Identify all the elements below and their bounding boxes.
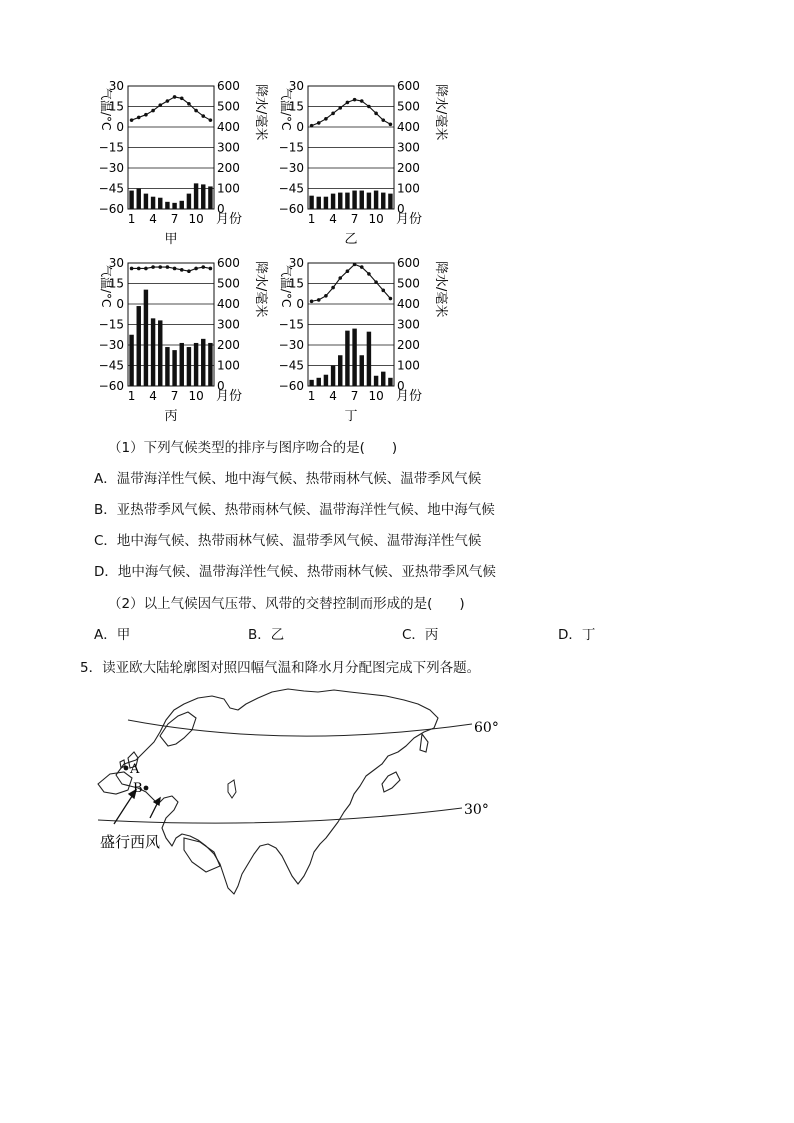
- temp-point: [389, 122, 393, 126]
- precip-bar: [165, 202, 169, 209]
- precip-tick-label: 0: [397, 379, 405, 393]
- question-2-option-b[interactable]: B．乙: [248, 627, 285, 643]
- question-5-stem: 5．读亚欧大陆轮廓图对照四幅气温和降水月分配图完成下列各题。: [80, 660, 481, 676]
- precip-tick-label: 300: [217, 140, 240, 155]
- precip-bar: [374, 191, 378, 209]
- temp-point: [194, 109, 198, 113]
- month-axis-title: 月份: [396, 212, 423, 227]
- temp-axis-title: 气温/°C: [279, 265, 293, 308]
- precip-bar: [208, 343, 212, 386]
- temp-point: [324, 117, 328, 121]
- precip-bar: [151, 197, 155, 209]
- temp-axis-title: 气温/°C: [279, 88, 293, 131]
- temp-point: [201, 265, 205, 269]
- precip-bar: [180, 343, 184, 386]
- precip-bar: [381, 193, 385, 209]
- temp-tick-label: −45: [278, 181, 304, 196]
- temp-point: [194, 267, 198, 271]
- month-tick-label: 10: [368, 212, 384, 226]
- month-tick-label: 7: [170, 389, 179, 403]
- caspian-sea-outline: [228, 780, 236, 798]
- temp-point: [346, 101, 350, 105]
- precip-tick-label: 100: [217, 358, 240, 373]
- temp-tick-label: 0: [296, 120, 304, 134]
- precip-bar: [338, 355, 342, 386]
- precip-bar: [381, 372, 385, 386]
- month-tick-label: 10: [188, 212, 204, 226]
- temp-point: [158, 103, 162, 107]
- temp-tick-label: 15: [108, 276, 124, 291]
- temp-tick-label: −60: [98, 202, 124, 216]
- temp-point: [353, 98, 357, 102]
- temp-point: [144, 113, 148, 117]
- precip-tick-label: 0: [217, 379, 225, 393]
- temp-point: [374, 112, 378, 116]
- precip-bar: [360, 191, 364, 209]
- point-a-label: A: [130, 762, 140, 777]
- climate-chart-yi: [272, 78, 452, 248]
- climate-chart-ding-svg: [272, 255, 452, 425]
- precip-bar: [187, 347, 191, 386]
- temp-axis-title: 气温/°C: [99, 88, 113, 131]
- climate-chart-ding: [272, 255, 452, 425]
- westerly-wind-label: 盛行西风: [100, 833, 161, 851]
- precip-axis-title: 降水/毫米: [253, 261, 268, 318]
- temp-point: [374, 280, 378, 284]
- climate-chart-yi-svg: [272, 78, 452, 248]
- eurasia-landmass: [116, 689, 438, 894]
- eurasia-map-svg: [88, 680, 508, 900]
- temp-point: [166, 99, 170, 103]
- precip-tick-label: 300: [397, 140, 420, 155]
- temp-point: [151, 109, 155, 113]
- temp-point: [173, 95, 177, 99]
- temp-point: [187, 269, 191, 273]
- precip-tick-label: 100: [217, 181, 240, 196]
- precip-tick-label: 400: [397, 120, 420, 134]
- precip-bar: [374, 376, 378, 386]
- temp-point: [158, 265, 162, 269]
- precip-bar: [144, 194, 148, 209]
- question-2-option-c[interactable]: C．丙: [402, 627, 439, 643]
- kamchatka-outline: [420, 734, 428, 752]
- question-2-stem: （2）以上气候因气压带、风带的交替控制而形成的是( ): [108, 596, 465, 612]
- precip-bar: [158, 198, 162, 209]
- temp-point: [338, 106, 342, 110]
- temp-tick-label: −15: [278, 317, 304, 332]
- climate-chart-bing-svg: [92, 255, 272, 425]
- point-a-marker: [124, 766, 129, 771]
- precip-tick-label: 300: [217, 317, 240, 332]
- temp-point: [317, 121, 321, 125]
- month-tick-label: 1: [307, 212, 316, 226]
- chart-caption: 乙: [344, 232, 358, 247]
- precip-bar: [194, 343, 198, 386]
- precip-bar: [352, 329, 356, 386]
- precip-bar: [137, 189, 141, 210]
- temp-point: [166, 265, 170, 269]
- precip-bar: [158, 320, 162, 386]
- precip-bar: [317, 378, 321, 386]
- month-tick-label: 1: [307, 389, 316, 403]
- point-b-label: B: [133, 781, 143, 796]
- question-1-option-d[interactable]: D．地中海气候、温带海洋性气候、热带雨林气候、亚热带季风气候: [94, 564, 496, 580]
- precip-bar: [187, 194, 191, 209]
- precip-tick-label: 100: [397, 181, 420, 196]
- precip-bar: [324, 197, 328, 209]
- precip-bar: [345, 193, 349, 209]
- month-tick-label: 4: [149, 389, 157, 403]
- precip-axis-title: 降水/毫米: [433, 261, 448, 318]
- temp-point: [130, 118, 134, 122]
- precip-bar: [367, 332, 371, 386]
- precip-bar: [201, 184, 205, 209]
- precip-bar: [208, 186, 212, 209]
- month-tick-label: 10: [368, 389, 384, 403]
- precip-tick-label: 300: [397, 317, 420, 332]
- chart-caption: 丙: [164, 409, 178, 424]
- month-tick-label: 1: [127, 389, 136, 403]
- latitude-30-label: 30°: [464, 802, 489, 818]
- question-2-option-d[interactable]: D．丁: [558, 627, 596, 643]
- question-1-option-b[interactable]: B．亚热带季风气候、热带雨林气候、温带海洋性气候、地中海气候: [94, 502, 495, 518]
- iberia-outline: [98, 772, 132, 794]
- precip-tick-label: 200: [397, 338, 420, 352]
- temp-point: [338, 276, 342, 280]
- month-axis-title: 月份: [216, 389, 243, 404]
- precip-tick-label: 100: [397, 358, 420, 373]
- temp-point: [381, 289, 385, 293]
- precip-tick-label: 400: [217, 120, 240, 134]
- precip-tick-label: 500: [397, 99, 420, 114]
- temp-point: [173, 267, 177, 271]
- temp-tick-label: 0: [296, 297, 304, 311]
- temp-line: [132, 267, 211, 271]
- temp-line: [132, 97, 211, 120]
- precip-bar: [331, 366, 335, 387]
- precip-bar: [324, 375, 328, 386]
- temp-point: [209, 118, 213, 122]
- precip-tick-label: 400: [217, 297, 240, 311]
- month-tick-label: 1: [127, 212, 136, 226]
- precip-bar: [309, 196, 313, 209]
- temp-tick-label: −45: [98, 358, 124, 373]
- temp-tick-label: −30: [98, 338, 124, 352]
- precip-tick-label: 600: [397, 256, 420, 270]
- question-1-option-a[interactable]: A．温带海洋性气候、地中海气候、热带雨林气候、温带季风气候: [94, 471, 482, 487]
- month-tick-label: 7: [170, 212, 179, 226]
- temp-point: [367, 272, 371, 276]
- temp-point: [310, 124, 314, 128]
- precip-bar: [388, 378, 392, 386]
- temp-tick-label: −45: [278, 358, 304, 373]
- month-tick-label: 4: [149, 212, 157, 226]
- precip-tick-label: 200: [217, 338, 240, 352]
- precip-axis-title: 降水/毫米: [253, 84, 268, 141]
- precip-bar: [151, 318, 155, 386]
- temp-point: [137, 116, 141, 120]
- climate-chart-jia-svg: [92, 78, 272, 248]
- month-tick-label: 7: [350, 212, 359, 226]
- temp-point: [180, 97, 184, 101]
- temp-tick-label: 15: [288, 99, 304, 114]
- question-2-option-a[interactable]: A．甲: [94, 627, 131, 643]
- temp-line: [312, 100, 391, 126]
- climate-chart-bing: [92, 255, 272, 425]
- precip-bar: [338, 193, 342, 209]
- point-b-marker: [144, 786, 149, 791]
- temp-tick-label: −15: [278, 140, 304, 155]
- temp-point: [187, 102, 191, 106]
- temp-tick-label: −30: [278, 338, 304, 352]
- month-axis-title: 月份: [216, 212, 243, 227]
- precip-tick-label: 400: [397, 297, 420, 311]
- precip-bar: [194, 183, 198, 209]
- temp-point: [331, 286, 335, 290]
- precip-bar: [388, 194, 392, 209]
- temp-tick-label: −30: [278, 161, 304, 175]
- precip-bar: [345, 331, 349, 386]
- temp-point: [201, 114, 205, 118]
- temp-tick-label: −15: [98, 317, 124, 332]
- temp-point: [353, 263, 357, 267]
- precip-bar: [367, 193, 371, 209]
- temp-point: [324, 294, 328, 298]
- precip-bar: [317, 197, 321, 209]
- precip-tick-label: 500: [217, 99, 240, 114]
- precip-bar: [172, 203, 176, 209]
- temp-point: [346, 269, 350, 273]
- month-tick-label: 4: [329, 389, 337, 403]
- temp-tick-label: −60: [278, 202, 304, 216]
- chart-caption: 甲: [164, 232, 178, 247]
- temp-point: [360, 265, 364, 269]
- temp-point: [317, 298, 321, 302]
- temp-axis-title: 气温/°C: [99, 265, 113, 308]
- temp-tick-label: 30: [108, 256, 124, 270]
- climate-chart-jia: [92, 78, 272, 248]
- temp-point: [389, 297, 393, 301]
- precip-tick-label: 0: [217, 202, 225, 216]
- precip-tick-label: 0: [397, 202, 405, 216]
- chart-caption: 丁: [344, 409, 358, 424]
- eurasia-outline-map: [88, 680, 508, 900]
- month-tick-label: 10: [188, 389, 204, 403]
- temp-tick-label: −15: [98, 140, 124, 155]
- precip-tick-label: 500: [217, 276, 240, 291]
- temp-point: [130, 267, 134, 271]
- precip-bar: [331, 194, 335, 209]
- temp-tick-label: 30: [108, 79, 124, 93]
- temp-point: [381, 118, 385, 122]
- temp-point: [209, 267, 213, 271]
- temp-point: [310, 299, 314, 303]
- precip-tick-label: 200: [217, 161, 240, 175]
- question-1-stem: （1）下列气候类型的排序与图序吻合的是( ): [108, 440, 398, 456]
- temp-tick-label: 30: [288, 79, 304, 93]
- temp-tick-label: −30: [98, 161, 124, 175]
- temp-point: [331, 112, 335, 116]
- temp-tick-label: −60: [278, 379, 304, 393]
- precip-bar: [180, 201, 184, 209]
- temp-line: [312, 264, 391, 301]
- precip-tick-label: 600: [217, 79, 240, 93]
- precip-bar: [172, 350, 176, 386]
- latitude-30-line: [98, 808, 462, 823]
- temp-point: [360, 99, 364, 103]
- precip-tick-label: 200: [397, 161, 420, 175]
- temp-tick-label: −60: [98, 379, 124, 393]
- latitude-60-label: 60°: [474, 720, 499, 736]
- precip-bar: [144, 290, 148, 386]
- temp-point: [137, 267, 141, 271]
- precip-bar: [165, 347, 169, 386]
- japan-outline: [382, 772, 400, 792]
- precip-bar: [129, 191, 133, 209]
- temp-tick-label: −45: [98, 181, 124, 196]
- precip-axis-title: 降水/毫米: [433, 84, 448, 141]
- precip-bar: [137, 306, 141, 386]
- temp-point: [151, 265, 155, 269]
- precip-bar: [309, 380, 313, 386]
- temp-tick-label: 30: [288, 256, 304, 270]
- temp-tick-label: 15: [288, 276, 304, 291]
- temp-tick-label: 0: [116, 297, 124, 311]
- precip-tick-label: 600: [397, 79, 420, 93]
- month-axis-title: 月份: [396, 389, 423, 404]
- temp-point: [144, 267, 148, 271]
- precip-bar: [352, 191, 356, 209]
- temp-point: [367, 105, 371, 109]
- temp-point: [180, 268, 184, 272]
- precip-bar: [129, 335, 133, 386]
- precip-tick-label: 600: [217, 256, 240, 270]
- temp-tick-label: 0: [116, 120, 124, 134]
- precip-tick-label: 500: [397, 276, 420, 291]
- month-tick-label: 4: [329, 212, 337, 226]
- temp-tick-label: 15: [108, 99, 124, 114]
- precip-bar: [360, 355, 364, 386]
- precip-bar: [201, 339, 205, 386]
- question-1-option-c[interactable]: C．地中海气候、热带雨林气候、温带季风气候、温带海洋性气候: [94, 533, 482, 549]
- month-tick-label: 7: [350, 389, 359, 403]
